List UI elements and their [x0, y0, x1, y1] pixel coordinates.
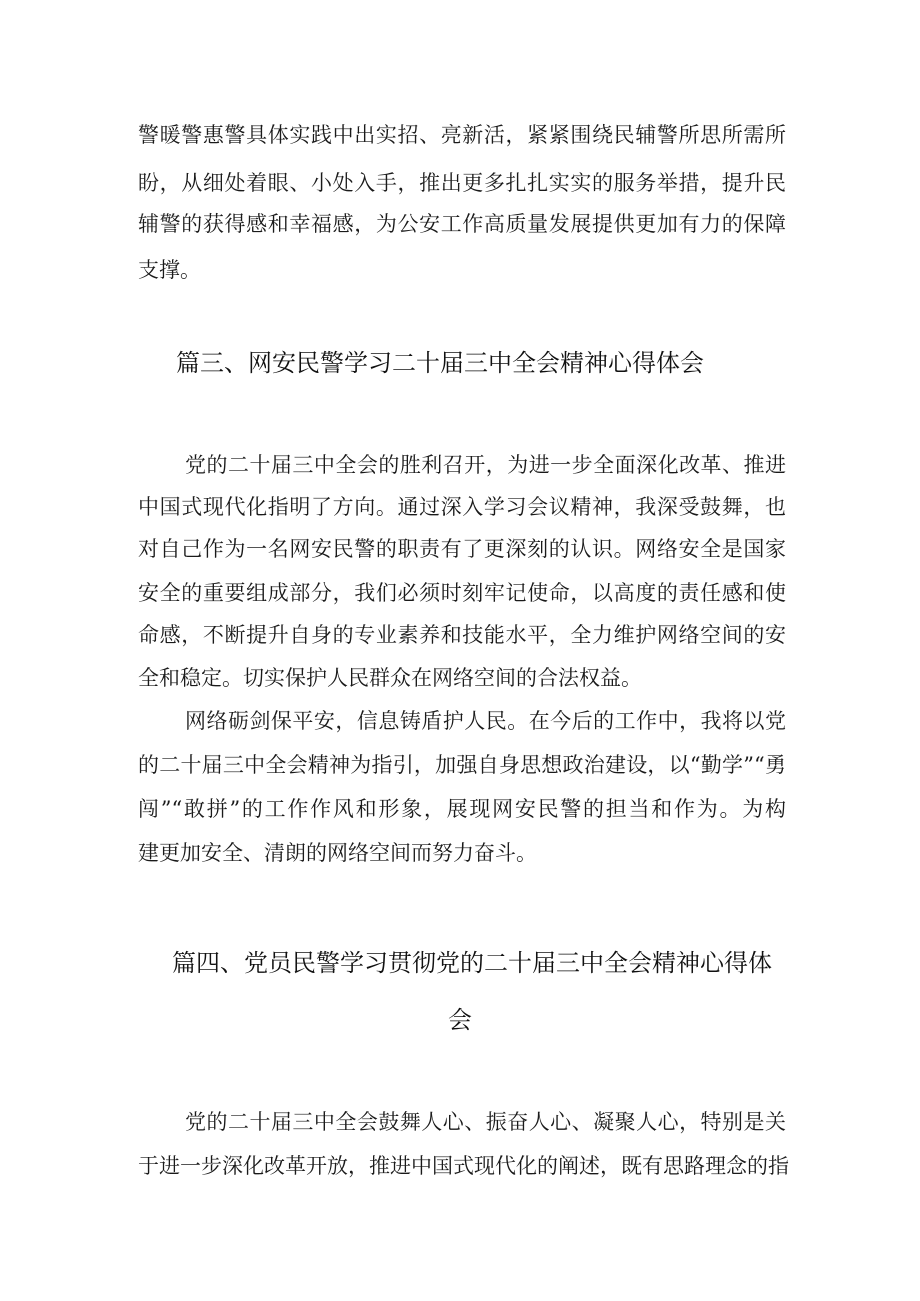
section-three-p1-line-5: 命感，不断提升自身的专业素养和技能水平，全力维护网络空间的安: [138, 623, 786, 647]
section-three-p1-line-3: 对自己作为一名网安民警的职责有了更深刻的认识。网络安全是国家: [138, 537, 786, 561]
section-three-title: 篇三、网安民警学习二十届三中全会精神心得体会: [176, 349, 704, 377]
section-three-p1-line-6: 全和稳定。切实保护人民群众在网络空间的合法权益。: [138, 666, 642, 690]
section-two-line-3: 辅警的获得感和幸福感，为公安工作高质量发展提供更加有力的保障: [138, 212, 786, 236]
section-three-p2-line-4: 建更加安全、清朗的网络空间而努力奋斗。: [138, 841, 537, 865]
section-two-line-2: 盼，从细处着眼、小处入手，推出更多扎扎实实的服务举措，提升民: [138, 171, 786, 195]
section-four-p1-line-1: 党的二十届三中全会鼓舞人心、振奋人心、凝聚人心，特别是关: [185, 1110, 786, 1134]
section-four-p1-line-2: 于进一步深化改革开放，推进中国式现代化的阐述，既有思路理念的指: [138, 1154, 789, 1178]
section-three-p2-line-1: 网络砺剑保平安，信息铸盾护人民。在今后的工作中，我将以党: [185, 709, 786, 733]
section-two-line-1: 警暖警惠警具体实践中出实招、亮新活，紧紧围绕民辅警所思所需所: [138, 123, 786, 147]
section-four-title-line-2: 会: [448, 1006, 472, 1034]
section-two-line-4: 支撑。: [138, 258, 201, 282]
section-three-p1-line-4: 安全的重要组成部分，我们必须时刻牢记使命，以高度的责任感和使: [138, 581, 786, 605]
section-three-p1-line-2: 中国式现代化指明了方向。通过深入学习会议精神，我深受鼓舞，也: [138, 495, 786, 519]
section-three-p2-line-2: 的二十届三中全会精神为指引，加强自身思想政治建设，以“勤学”“勇: [138, 753, 786, 777]
section-three-p2-line-3: 闯”“敢拼”的工作作风和形象，展现网安民警的担当和作为。为构: [138, 797, 786, 821]
section-four-title-line-1: 篇四、党员民警学习贯彻党的二十届三中全会精神心得体: [172, 949, 772, 977]
section-three-p1-line-1: 党的二十届三中全会的胜利召开，为进一步全面深化改革、推进: [185, 453, 786, 477]
